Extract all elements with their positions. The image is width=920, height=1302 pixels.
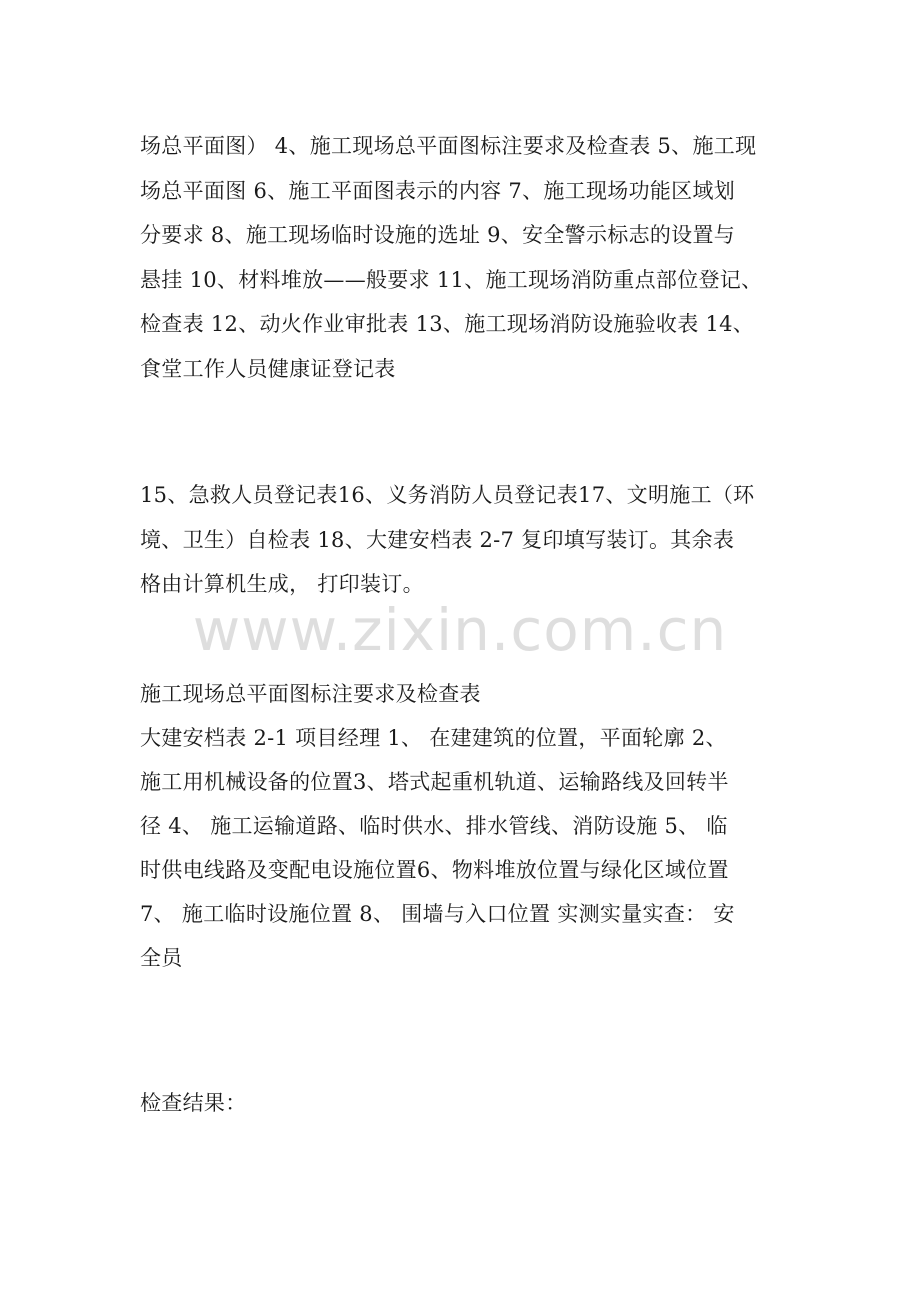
check-result-label: 检查结果： xyxy=(140,1091,247,1115)
section-heading: 施工现场总平面图标注要求及检查表 xyxy=(140,682,481,706)
text-line: 大建安档表 2-1 项目经理 1、 在建建筑的位置，平面轮廓 2、 xyxy=(140,726,727,750)
paragraph-2 xyxy=(140,473,802,607)
text-line: 15、急救人员登记表16、义务消防人员登记表17、文明施工（环 xyxy=(140,483,755,507)
text-line: 场总平面图） 4、施工现场总平面图标注要求及检查表 5、施工现 xyxy=(140,134,757,158)
text-line: 格由计算机生成， 打印装订。 xyxy=(140,572,424,596)
watermark: www.zixin.com.cn xyxy=(192,596,728,664)
text-line: 时供电线路及变配电设施位置6、物料堆放位置与绿化区域位置 xyxy=(140,858,729,882)
text-line: 7、 施工临时设施位置 8、 围墙与入口位置 实测实量实查： 安 xyxy=(140,902,735,926)
text-line: 施工用机械设备的位置3、塔式起重机轨道、运输路线及回转半 xyxy=(140,770,729,794)
text-line: 境、卫生）自检表 18、大建安档表 2-7 复印填写装订。其余表 xyxy=(140,527,735,552)
text-line: 食堂工作人员健康证登记表 xyxy=(140,356,396,381)
text-line: 检查表 12、动火作业审批表 13、施工现场消防设施验收表 14、 xyxy=(140,312,755,336)
paragraph-4 xyxy=(140,1081,802,1126)
paragraph-3 xyxy=(140,672,802,980)
paragraph-1 xyxy=(140,124,802,391)
text-line: 全员 xyxy=(140,946,183,970)
text-line: 悬挂 10、材料堆放——般要求 11、施工现场消防重点部位登记、 xyxy=(140,267,763,292)
text-line: 径 4、 施工运输道路、临时供水、排水管线、消防设施 5、 临 xyxy=(140,814,728,838)
text-line: 分要求 8、施工现场临时设施的选址 9、安全警示标志的设置与 xyxy=(140,223,736,247)
text-line: 场总平面图 6、施工平面图表示的内容 7、施工现场功能区域划 xyxy=(140,178,736,203)
